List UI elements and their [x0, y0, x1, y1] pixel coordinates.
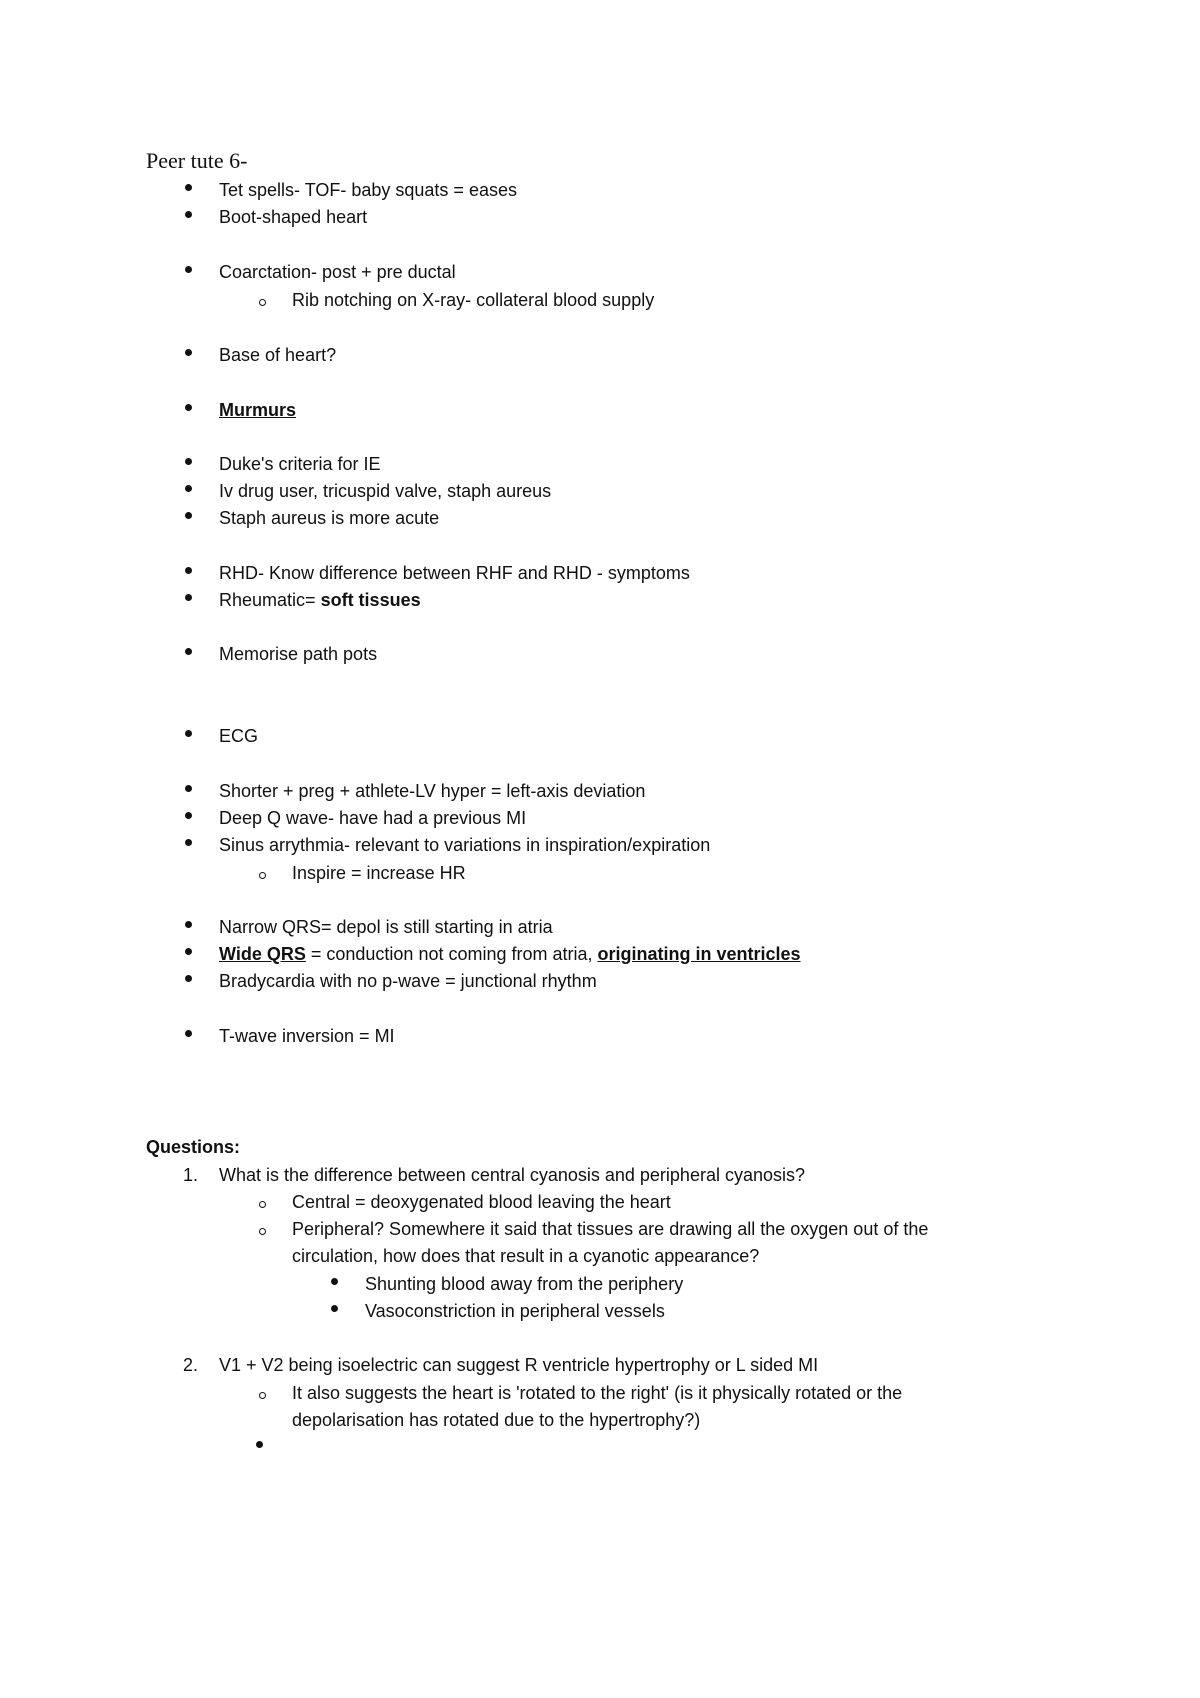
- list-item-text: Tet spells- TOF- baby squats = eases: [219, 180, 517, 200]
- list-item: [0, 778, 1200, 804]
- list-item: [0, 805, 1200, 831]
- list-item: [0, 177, 1200, 203]
- list-item: [0, 451, 1200, 477]
- sub-list-item: [0, 860, 1200, 886]
- list-item-text: Duke's criteria for IE: [219, 454, 381, 474]
- question-number: 2.: [183, 1355, 199, 1375]
- list-item-text: T-wave inversion = MI: [219, 1026, 395, 1046]
- list-item: [0, 397, 1200, 423]
- question-text: What is the difference between central cyanosis and peripheral cyanosis?: [219, 1165, 806, 1185]
- questions-heading: Questions:: [146, 1137, 241, 1157]
- bullet-icon: [185, 1030, 192, 1037]
- list-item-text: Sinus arrythmia- relevant to variations in inspiration/expiration: [219, 835, 711, 855]
- list-item-text: Deep Q wave- have had a previous MI: [219, 808, 527, 828]
- sub-sub-list-item: [0, 1271, 1200, 1297]
- hollow-bullet-icon: [259, 299, 266, 306]
- bullet-icon: [185, 512, 192, 519]
- list-item-text: Base of heart?: [219, 345, 337, 365]
- list-item-text: Coarctation- post + pre ductal: [219, 262, 456, 282]
- bullet-icon: [185, 948, 192, 955]
- list-item-text: Central = deoxygenated blood leaving the heart: [292, 1192, 671, 1212]
- bullet-icon: [185, 839, 192, 846]
- list-item-text: Boot-shaped heart: [219, 207, 368, 227]
- hollow-bullet-icon: [259, 1392, 266, 1399]
- bullet-icon: [185, 266, 192, 273]
- list-item: [0, 560, 1200, 586]
- section-heading-murmurs: Murmurs: [219, 400, 297, 420]
- question-number: 1.: [183, 1165, 199, 1185]
- bullet-icon: [185, 211, 192, 218]
- list-item-text: It also suggests the heart is 'rotated to the right' (is it physically rotated or the: [292, 1383, 903, 1403]
- bullet-icon: [256, 1441, 263, 1448]
- list-item: [0, 505, 1200, 531]
- list-item-text: Staph aureus is more acute: [219, 508, 440, 528]
- bullet-icon: [185, 730, 192, 737]
- list-item: [0, 587, 1200, 613]
- question-text: V1 + V2 being isoelectric can suggest R ventricle hypertrophy or L sided MI: [219, 1355, 819, 1375]
- bullet-icon: [185, 812, 192, 819]
- list-item: [0, 941, 1200, 967]
- bullet-icon: [185, 785, 192, 792]
- list-item-text: Inspire = increase HR: [292, 863, 466, 883]
- bullet-icon: [185, 485, 192, 492]
- bullet-icon: [185, 184, 192, 191]
- bullet-icon: [331, 1305, 338, 1312]
- list-item: [0, 641, 1200, 667]
- list-item-text: Iv drug user, tricuspid valve, staph aureus: [219, 481, 552, 501]
- list-item: [0, 259, 1200, 285]
- list-item: [0, 914, 1200, 940]
- rheumatic-bold: soft tissues: [320, 590, 421, 610]
- wide-qrs-label: Wide QRS: [219, 944, 306, 964]
- list-item-text: circulation, how does that result in a cyanotic appearance?: [292, 1246, 760, 1266]
- list-item-text: [219, 941, 801, 967]
- bullet-icon: [185, 594, 192, 601]
- list-item-text: Memorise path pots: [219, 644, 378, 664]
- bullet-icon: [331, 1278, 338, 1285]
- empty-list-item: [0, 1434, 1200, 1460]
- list-item: [0, 204, 1200, 230]
- list-item-text: [219, 587, 421, 613]
- list-item-continuation: [0, 1407, 1200, 1433]
- question-item: [0, 1162, 1200, 1188]
- list-item-text: Bradycardia with no p-wave = junctional rhythm: [219, 971, 597, 991]
- bullet-icon: [185, 349, 192, 356]
- rheumatic-prefix: Rheumatic=: [219, 590, 321, 610]
- list-item: [0, 968, 1200, 994]
- list-item-text: Rib notching on X-ray- collateral blood supply: [292, 290, 655, 310]
- sub-sub-list-item: [0, 1298, 1200, 1324]
- sub-list-item: [0, 1216, 1200, 1242]
- bullet-icon: [185, 567, 192, 574]
- list-item-text: Shunting blood away from the periphery: [365, 1274, 684, 1294]
- list-item-text: RHD- Know difference between RHF and RHD - symptoms: [219, 563, 690, 583]
- list-item-text: Narrow QRS= depol is still starting in atria: [219, 917, 553, 937]
- hollow-bullet-icon: [259, 872, 266, 879]
- list-item-text: depolarisation has rotated due to the hypertrophy?): [292, 1410, 701, 1430]
- list-item: [0, 723, 1200, 749]
- list-item-text: Vasoconstriction in peripheral vessels: [365, 1301, 665, 1321]
- bullet-icon: [185, 975, 192, 982]
- list-item-text: Peripheral? Somewhere it said that tissues are drawing all the oxygen out of the: [292, 1219, 929, 1239]
- bullet-icon: [185, 648, 192, 655]
- bullet-icon: [185, 404, 192, 411]
- question-item: [0, 1352, 1200, 1378]
- sub-list-item: [0, 287, 1200, 313]
- list-item: [0, 832, 1200, 858]
- bullet-icon: [185, 921, 192, 928]
- sub-list-item: [0, 1189, 1200, 1215]
- hollow-bullet-icon: [259, 1228, 266, 1235]
- sub-list-item: [0, 1380, 1200, 1406]
- page-title: Peer tute 6-: [146, 148, 248, 173]
- list-item: [0, 1023, 1200, 1049]
- bullet-icon: [185, 458, 192, 465]
- list-item: [0, 342, 1200, 368]
- list-item-continuation: [0, 1243, 1200, 1269]
- hollow-bullet-icon: [259, 1201, 266, 1208]
- wide-qrs-emphasis: originating in ventricles: [597, 944, 801, 964]
- wide-qrs-mid: = conduction not coming from atria,: [305, 944, 598, 964]
- list-item-text: Shorter + preg + athlete-LV hyper = left-axis deviation: [219, 781, 646, 801]
- list-item-text: ECG: [219, 726, 259, 746]
- list-item: [0, 478, 1200, 504]
